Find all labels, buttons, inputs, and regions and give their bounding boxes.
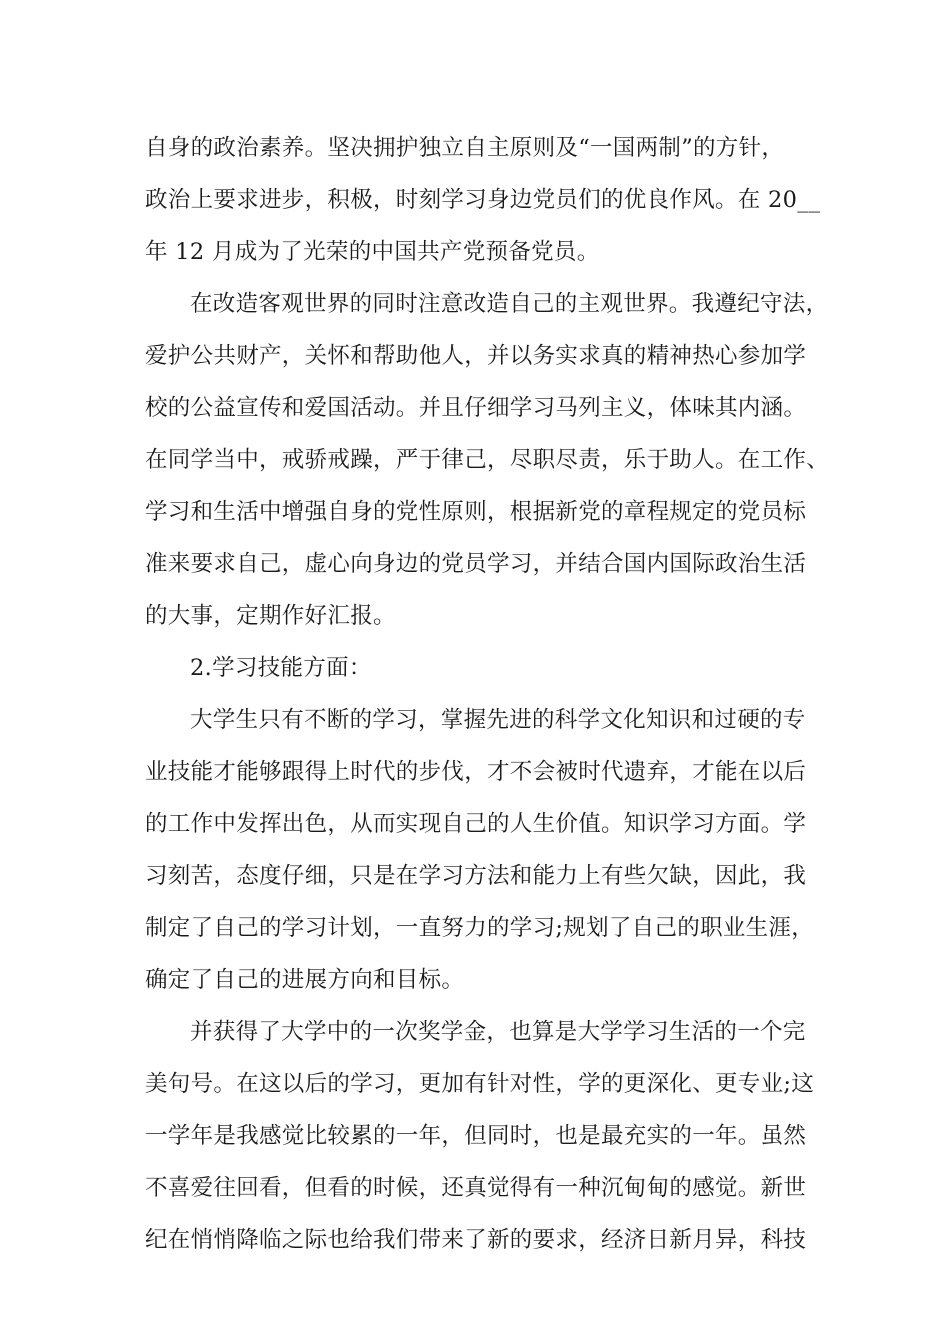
text-line: 学习和生活中增强自身的党性原则，根据新党的章程规定的党员标 xyxy=(145,499,807,525)
text-line: 制定了自己的学习计划，一直努力的学习;规划了自己的职业生涯， xyxy=(145,915,815,941)
text-line: 准来要求自己，虚心向身边的党员学习，并结合国内国际政治生活 xyxy=(145,551,807,577)
paragraph-first-line: 大学生只有不断的学习，掌握先进的科学文化知识和过硬的专 xyxy=(190,707,806,733)
text-line: 年 12 月成为了光荣的中国共产党预备党员。 xyxy=(145,239,600,265)
text-line: 习刻苦，态度仔细，只是在学习方法和能力上有些欠缺，因此，我 xyxy=(145,863,807,889)
text-line: 美句号。在这以后的学习，更加有针对性，学的更深化、更专业;这 xyxy=(145,1071,815,1097)
text-line: 在同学当中，戒骄戒躁，严于律己，尽职尽责，乐于助人。在工作、 xyxy=(145,447,830,473)
text-line: 纪在悄悄降临之际也给我们带来了新的要求，经济日新月异，科技 xyxy=(145,1227,807,1253)
section-heading: 2.学习技能方面： xyxy=(190,655,372,681)
paragraph-first-line: 并获得了大学中的一次奖学金，也算是大学学习生活的一个完 xyxy=(190,1019,806,1045)
text-line: 的工作中发挥出色，从而实现自己的人生价值。知识学习方面。学 xyxy=(145,811,807,837)
text-line: 的大事，定期作好汇报。 xyxy=(145,603,396,629)
text-line: 爱护公共财产，关怀和帮助他人，并以务实求真的精神热心参加学 xyxy=(145,343,807,369)
text-line: 自身的政治素养。坚决拥护独立自主原则及“一国两制”的方针， xyxy=(145,135,785,161)
text-line: 校的公益宣传和爱国活动。并且仔细学习马列主义，体味其内涵。 xyxy=(145,395,807,421)
text-line: 政治上要求进步，积极，时刻学习身边党员们的优良作风。在 20__ xyxy=(145,187,821,213)
text-line: 业技能才能够跟得上时代的步伐，才不会被时代遗弃，才能在以后 xyxy=(145,759,807,785)
text-line: 不喜爱往回看，但看的时候，还真觉得有一种沉甸甸的感觉。新世 xyxy=(145,1175,807,1201)
text-line: 确定了自己的进展方向和目标。 xyxy=(145,967,465,993)
text-line: 一学年是我感觉比较累的一年，但同时，也是最充实的一年。虽然 xyxy=(145,1123,807,1149)
paragraph-first-line: 在改造客观世界的同时注意改造自己的主观世界。我遵纪守法， xyxy=(190,291,829,317)
